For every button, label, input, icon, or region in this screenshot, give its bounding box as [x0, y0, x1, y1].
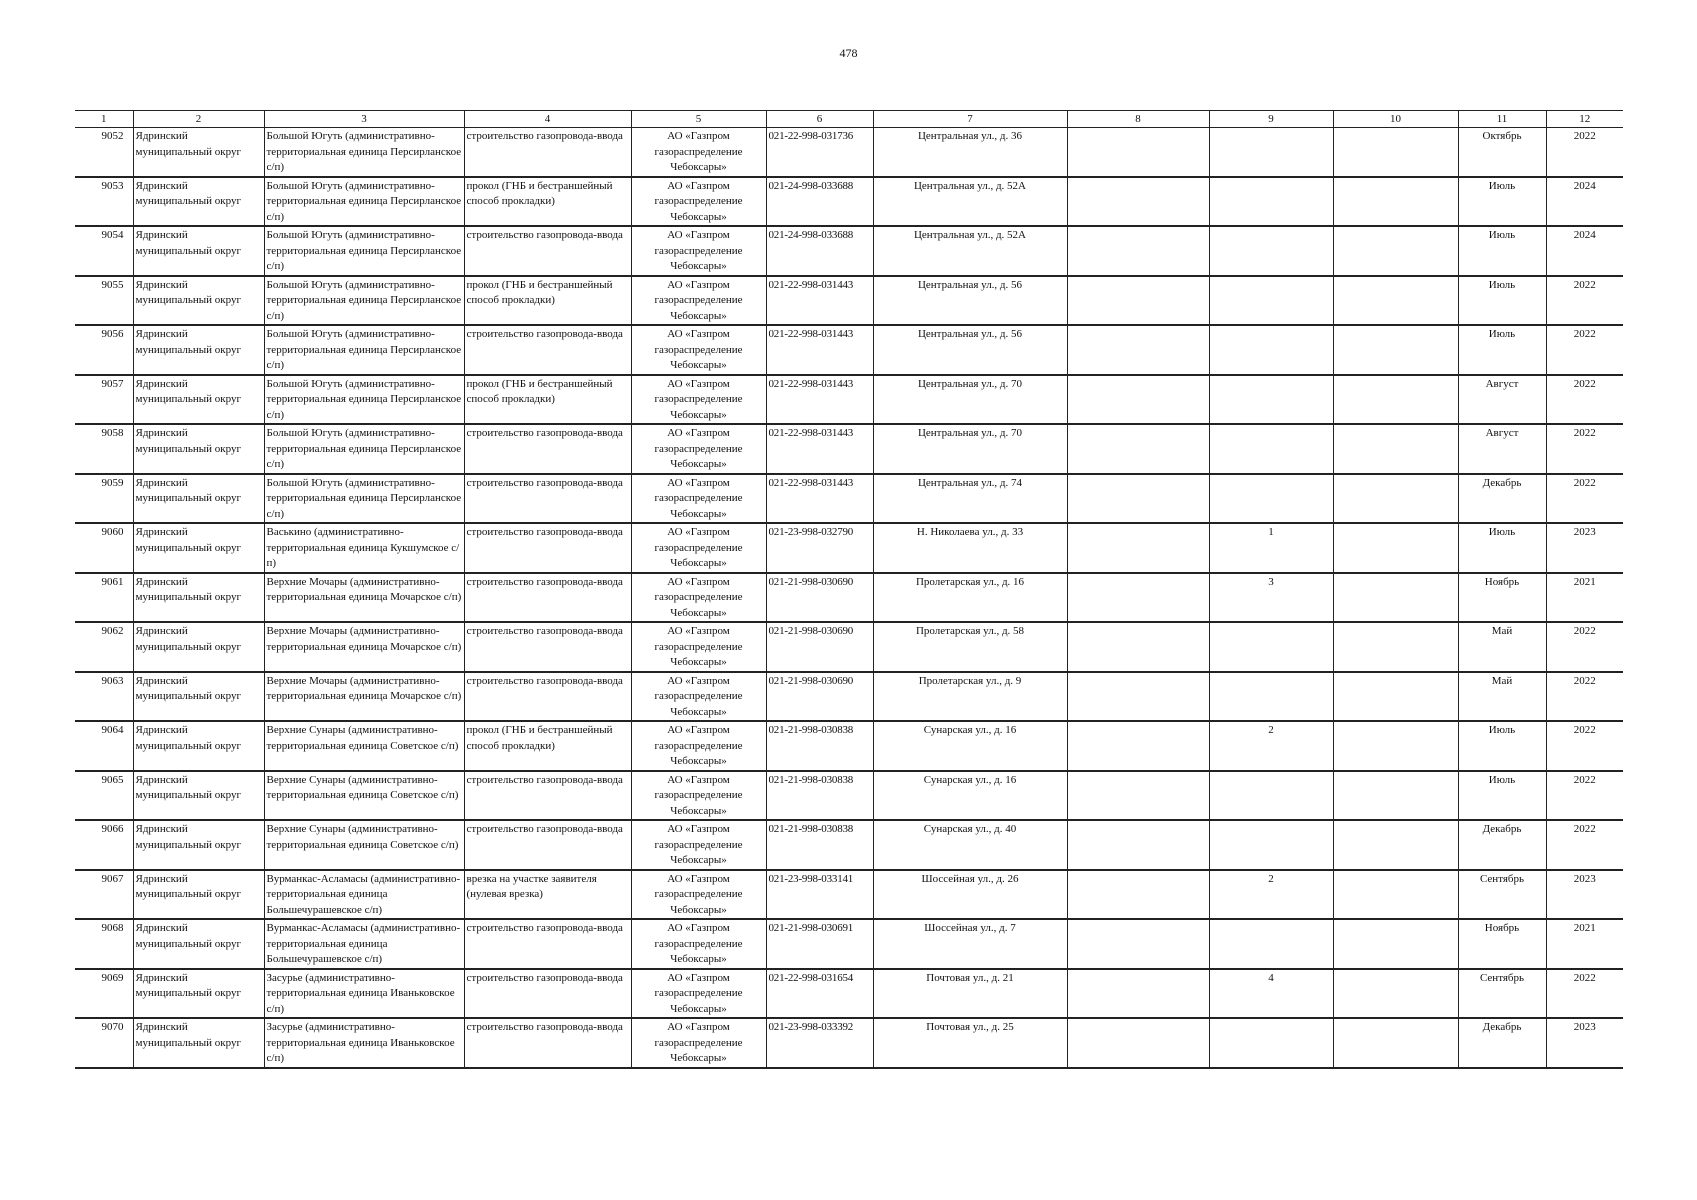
address-cell: Почтовая ул., д. 21 [873, 969, 1067, 1019]
col8-cell [1067, 721, 1209, 771]
row-number-cell: 9063 [75, 672, 133, 722]
count-cell [1209, 375, 1333, 425]
count-cell [1209, 820, 1333, 870]
district-cell: Ядринский муниципальный округ [133, 622, 264, 672]
work-type-cell: строительство газопровода-ввода [464, 128, 631, 177]
organization-cell: АО «Газпром газораспределение Чебоксары» [631, 771, 766, 821]
column-number-row [75, 111, 1623, 128]
column-header-12: 12 [1546, 111, 1623, 128]
month-cell: Июль [1458, 771, 1546, 821]
address-cell: Сунарская ул., д. 40 [873, 820, 1067, 870]
row-number-cell: 9058 [75, 424, 133, 474]
month-cell: Июль [1458, 276, 1546, 326]
year-cell: 2022 [1546, 474, 1623, 524]
year-cell: 2022 [1546, 622, 1623, 672]
month-cell: Ноябрь [1458, 919, 1546, 969]
row-number-cell: 9052 [75, 128, 133, 177]
code-cell: 021-23-998-033392 [766, 1018, 873, 1068]
col8-cell [1067, 226, 1209, 276]
column-header-5: 5 [631, 111, 766, 128]
code-cell: 021-22-998-031736 [766, 128, 873, 177]
col10-cell [1333, 969, 1458, 1019]
locality-cell: Засурье (административно-территориальная единица Иваньковское с/п) [264, 1018, 464, 1068]
locality-cell: Верхние Сунары (административно-территориальная единица Советское с/п) [264, 820, 464, 870]
table-row [75, 1018, 1623, 1068]
district-cell: Ядринский муниципальный округ [133, 474, 264, 524]
work-type-cell: строительство газопровода-ввода [464, 424, 631, 474]
work-type-cell: строительство газопровода-ввода [464, 820, 631, 870]
address-cell: Шоссейная ул., д. 7 [873, 919, 1067, 969]
address-cell: Пролетарская ул., д. 16 [873, 573, 1067, 623]
locality-cell: Большой Югуть (административно-территориальная единица Персирланское с/п) [264, 325, 464, 375]
col10-cell [1333, 523, 1458, 573]
table-row [75, 672, 1623, 722]
col10-cell [1333, 177, 1458, 227]
table-row [75, 177, 1623, 227]
column-header-2: 2 [133, 111, 264, 128]
organization-cell: АО «Газпром газораспределение Чебоксары» [631, 919, 766, 969]
col8-cell [1067, 969, 1209, 1019]
month-cell: Август [1458, 424, 1546, 474]
locality-cell: Вурманкас-Асламасы (административно-территориальная единица Большечурашевское с/п) [264, 919, 464, 969]
work-type-cell: строительство газопровода-ввода [464, 919, 631, 969]
locality-cell: Большой Югуть (административно-территориальная единица Персирланское с/п) [264, 375, 464, 425]
address-cell: Центральная ул., д. 52А [873, 226, 1067, 276]
code-cell: 021-22-998-031443 [766, 474, 873, 524]
table-row [75, 820, 1623, 870]
locality-cell: Большой Югуть (административно-территориальная единица Персирланское с/п) [264, 177, 464, 227]
organization-cell: АО «Газпром газораспределение Чебоксары» [631, 375, 766, 425]
table-row [75, 375, 1623, 425]
organization-cell: АО «Газпром газораспределение Чебоксары» [631, 969, 766, 1019]
district-cell: Ядринский муниципальный округ [133, 375, 264, 425]
organization-cell: АО «Газпром газораспределение Чебоксары» [631, 276, 766, 326]
col10-cell [1333, 721, 1458, 771]
address-cell: Центральная ул., д. 52А [873, 177, 1067, 227]
district-cell: Ядринский муниципальный округ [133, 870, 264, 920]
count-cell: 2 [1209, 870, 1333, 920]
organization-cell: АО «Газпром газораспределение Чебоксары» [631, 721, 766, 771]
district-cell: Ядринский муниципальный округ [133, 820, 264, 870]
col10-cell [1333, 424, 1458, 474]
organization-cell: АО «Газпром газораспределение Чебоксары» [631, 226, 766, 276]
table-row [75, 226, 1623, 276]
row-number-cell: 9061 [75, 573, 133, 623]
month-cell: Декабрь [1458, 474, 1546, 524]
year-cell: 2024 [1546, 226, 1623, 276]
month-cell: Декабрь [1458, 1018, 1546, 1068]
district-cell: Ядринский муниципальный округ [133, 523, 264, 573]
table-row [75, 523, 1623, 573]
year-cell: 2022 [1546, 721, 1623, 771]
district-cell: Ядринский муниципальный округ [133, 177, 264, 227]
row-number-cell: 9070 [75, 1018, 133, 1068]
count-cell: 4 [1209, 969, 1333, 1019]
locality-cell: Вурманкас-Асламасы (административно-территориальная единица Большечурашевское с/п) [264, 870, 464, 920]
locality-cell: Верхние Сунары (административно-территориальная единица Советское с/п) [264, 771, 464, 821]
code-cell: 021-23-998-032790 [766, 523, 873, 573]
code-cell: 021-24-998-033688 [766, 226, 873, 276]
table-row [75, 128, 1623, 177]
locality-cell: Большой Югуть (административно-территориальная единица Персирланское с/п) [264, 128, 464, 177]
count-cell [1209, 325, 1333, 375]
table-row [75, 771, 1623, 821]
column-header-6: 6 [766, 111, 873, 128]
code-cell: 021-21-998-030838 [766, 721, 873, 771]
year-cell: 2021 [1546, 919, 1623, 969]
code-cell: 021-22-998-031443 [766, 276, 873, 326]
data-table [75, 110, 1623, 1069]
col8-cell [1067, 573, 1209, 623]
month-cell: Декабрь [1458, 820, 1546, 870]
row-number-cell: 9057 [75, 375, 133, 425]
column-header-3: 3 [264, 111, 464, 128]
page-number: 478 [839, 46, 858, 60]
col10-cell [1333, 1018, 1458, 1068]
count-cell [1209, 177, 1333, 227]
code-cell: 021-21-998-030838 [766, 820, 873, 870]
col8-cell [1067, 771, 1209, 821]
row-number-cell: 9056 [75, 325, 133, 375]
district-cell: Ядринский муниципальный округ [133, 325, 264, 375]
organization-cell: АО «Газпром газораспределение Чебоксары» [631, 128, 766, 177]
district-cell: Ядринский муниципальный округ [133, 672, 264, 722]
work-type-cell: строительство газопровода-ввода [464, 474, 631, 524]
month-cell: Август [1458, 375, 1546, 425]
col8-cell [1067, 870, 1209, 920]
count-cell [1209, 622, 1333, 672]
year-cell: 2022 [1546, 672, 1623, 722]
district-cell: Ядринский муниципальный округ [133, 424, 264, 474]
table-row [75, 622, 1623, 672]
code-cell: 021-23-998-033141 [766, 870, 873, 920]
year-cell: 2022 [1546, 276, 1623, 326]
work-type-cell: прокол (ГНБ и бестраншейный способ прокладки) [464, 721, 631, 771]
month-cell: Июль [1458, 226, 1546, 276]
address-cell: Центральная ул., д. 70 [873, 424, 1067, 474]
col10-cell [1333, 276, 1458, 326]
year-cell: 2022 [1546, 325, 1623, 375]
month-cell: Май [1458, 622, 1546, 672]
month-cell: Июль [1458, 325, 1546, 375]
district-cell: Ядринский муниципальный округ [133, 573, 264, 623]
organization-cell: АО «Газпром газораспределение Чебоксары» [631, 474, 766, 524]
year-cell: 2022 [1546, 375, 1623, 425]
column-header-1: 1 [75, 111, 133, 128]
address-cell: Центральная ул., д. 56 [873, 276, 1067, 326]
count-cell [1209, 919, 1333, 969]
district-cell: Ядринский муниципальный округ [133, 276, 264, 326]
work-type-cell: прокол (ГНБ и бестраншейный способ прокладки) [464, 177, 631, 227]
locality-cell: Большой Югуть (административно-территориальная единица Персирланское с/п) [264, 226, 464, 276]
row-number-cell: 9067 [75, 870, 133, 920]
district-cell: Ядринский муниципальный округ [133, 226, 264, 276]
address-cell: Центральная ул., д. 56 [873, 325, 1067, 375]
code-cell: 021-22-998-031443 [766, 375, 873, 425]
col8-cell [1067, 276, 1209, 326]
month-cell: Ноябрь [1458, 573, 1546, 623]
month-cell: Сентябрь [1458, 969, 1546, 1019]
work-type-cell: строительство газопровода-ввода [464, 622, 631, 672]
col10-cell [1333, 573, 1458, 623]
code-cell: 021-21-998-030691 [766, 919, 873, 969]
year-cell: 2023 [1546, 523, 1623, 573]
col8-cell [1067, 622, 1209, 672]
month-cell: Июль [1458, 721, 1546, 771]
work-type-cell: строительство газопровода-ввода [464, 771, 631, 821]
column-header-9: 9 [1209, 111, 1333, 128]
work-type-cell: строительство газопровода-ввода [464, 969, 631, 1019]
table-row [75, 474, 1623, 524]
year-cell: 2024 [1546, 177, 1623, 227]
district-cell: Ядринский муниципальный округ [133, 969, 264, 1019]
district-cell: Ядринский муниципальный округ [133, 919, 264, 969]
address-cell: Пролетарская ул., д. 58 [873, 622, 1067, 672]
col10-cell [1333, 128, 1458, 177]
count-cell [1209, 474, 1333, 524]
table-row [75, 721, 1623, 771]
address-cell: Н. Николаева ул., д. 33 [873, 523, 1067, 573]
table-body [75, 128, 1623, 1068]
col8-cell [1067, 474, 1209, 524]
organization-cell: АО «Газпром газораспределение Чебоксары» [631, 622, 766, 672]
col8-cell [1067, 424, 1209, 474]
col10-cell [1333, 870, 1458, 920]
count-cell [1209, 1018, 1333, 1068]
address-cell: Сунарская ул., д. 16 [873, 721, 1067, 771]
col8-cell [1067, 820, 1209, 870]
district-cell: Ядринский муниципальный округ [133, 721, 264, 771]
col8-cell [1067, 375, 1209, 425]
address-cell: Почтовая ул., д. 25 [873, 1018, 1067, 1068]
count-cell [1209, 771, 1333, 821]
work-type-cell: прокол (ГНБ и бестраншейный способ прокладки) [464, 375, 631, 425]
row-number-cell: 9055 [75, 276, 133, 326]
table-row [75, 424, 1623, 474]
year-cell: 2022 [1546, 771, 1623, 821]
organization-cell: АО «Газпром газораспределение Чебоксары» [631, 177, 766, 227]
column-header-7: 7 [873, 111, 1067, 128]
col10-cell [1333, 820, 1458, 870]
code-cell: 021-21-998-030838 [766, 771, 873, 821]
work-type-cell: строительство газопровода-ввода [464, 325, 631, 375]
row-number-cell: 9053 [75, 177, 133, 227]
row-number-cell: 9066 [75, 820, 133, 870]
col10-cell [1333, 771, 1458, 821]
locality-cell: Верхние Сунары (административно-территориальная единица Советское с/п) [264, 721, 464, 771]
locality-cell: Большой Югуть (административно-территориальная единица Персирланское с/п) [264, 474, 464, 524]
column-header-4: 4 [464, 111, 631, 128]
table-row [75, 573, 1623, 623]
row-number-cell: 9068 [75, 919, 133, 969]
organization-cell: АО «Газпром газораспределение Чебоксары» [631, 523, 766, 573]
count-cell [1209, 128, 1333, 177]
year-cell: 2022 [1546, 128, 1623, 177]
code-cell: 021-21-998-030690 [766, 622, 873, 672]
month-cell: Октябрь [1458, 128, 1546, 177]
organization-cell: АО «Газпром газораспределение Чебоксары» [631, 672, 766, 722]
col10-cell [1333, 622, 1458, 672]
row-number-cell: 9065 [75, 771, 133, 821]
address-cell: Центральная ул., д. 36 [873, 128, 1067, 177]
district-cell: Ядринский муниципальный округ [133, 771, 264, 821]
col10-cell [1333, 226, 1458, 276]
count-cell [1209, 226, 1333, 276]
month-cell: Май [1458, 672, 1546, 722]
col8-cell [1067, 919, 1209, 969]
organization-cell: АО «Газпром газораспределение Чебоксары» [631, 325, 766, 375]
year-cell: 2022 [1546, 969, 1623, 1019]
col10-cell [1333, 919, 1458, 969]
table-row [75, 870, 1623, 920]
address-cell: Шоссейная ул., д. 26 [873, 870, 1067, 920]
col8-cell [1067, 1018, 1209, 1068]
col8-cell [1067, 325, 1209, 375]
row-number-cell: 9059 [75, 474, 133, 524]
col8-cell [1067, 128, 1209, 177]
district-cell: Ядринский муниципальный округ [133, 128, 264, 177]
count-cell [1209, 276, 1333, 326]
work-type-cell: строительство газопровода-ввода [464, 523, 631, 573]
organization-cell: АО «Газпром газораспределение Чебоксары» [631, 870, 766, 920]
year-cell: 2023 [1546, 870, 1623, 920]
organization-cell: АО «Газпром газораспределение Чебоксары» [631, 820, 766, 870]
row-number-cell: 9060 [75, 523, 133, 573]
column-header-11: 11 [1458, 111, 1546, 128]
code-cell: 021-22-998-031443 [766, 325, 873, 375]
table-row [75, 969, 1623, 1019]
count-cell: 2 [1209, 721, 1333, 771]
code-cell: 021-22-998-031443 [766, 424, 873, 474]
code-cell: 021-21-998-030690 [766, 573, 873, 623]
row-number-cell: 9054 [75, 226, 133, 276]
year-cell: 2022 [1546, 424, 1623, 474]
locality-cell: Верхние Мочары (административно-территориальная единица Мочарское с/п) [264, 622, 464, 672]
col8-cell [1067, 672, 1209, 722]
year-cell: 2023 [1546, 1018, 1623, 1068]
organization-cell: АО «Газпром газораспределение Чебоксары» [631, 424, 766, 474]
count-cell [1209, 672, 1333, 722]
table-row [75, 276, 1623, 326]
code-cell: 021-22-998-031654 [766, 969, 873, 1019]
row-number-cell: 9064 [75, 721, 133, 771]
work-type-cell: строительство газопровода-ввода [464, 573, 631, 623]
col10-cell [1333, 375, 1458, 425]
month-cell: Июль [1458, 523, 1546, 573]
col10-cell [1333, 325, 1458, 375]
code-cell: 021-21-998-030690 [766, 672, 873, 722]
organization-cell: АО «Газпром газораспределение Чебоксары» [631, 1018, 766, 1068]
col8-cell [1067, 523, 1209, 573]
row-number-cell: 9062 [75, 622, 133, 672]
locality-cell: Верхние Мочары (административно-территориальная единица Мочарское с/п) [264, 672, 464, 722]
locality-cell: Большой Югуть (административно-территориальная единица Персирланское с/п) [264, 276, 464, 326]
work-type-cell: врезка на участке заявителя (нулевая врезка) [464, 870, 631, 920]
work-type-cell: прокол (ГНБ и бестраншейный способ прокладки) [464, 276, 631, 326]
organization-cell: АО «Газпром газораспределение Чебоксары» [631, 573, 766, 623]
work-type-cell: строительство газопровода-ввода [464, 672, 631, 722]
code-cell: 021-24-998-033688 [766, 177, 873, 227]
locality-cell: Верхние Мочары (административно-территориальная единица Мочарское с/п) [264, 573, 464, 623]
count-cell: 3 [1209, 573, 1333, 623]
month-cell: Сентябрь [1458, 870, 1546, 920]
district-cell: Ядринский муниципальный округ [133, 1018, 264, 1068]
address-cell: Сунарская ул., д. 16 [873, 771, 1067, 821]
table-row [75, 325, 1623, 375]
address-cell: Пролетарская ул., д. 9 [873, 672, 1067, 722]
work-type-cell: строительство газопровода-ввода [464, 226, 631, 276]
col8-cell [1067, 177, 1209, 227]
column-header-10: 10 [1333, 111, 1458, 128]
address-cell: Центральная ул., д. 74 [873, 474, 1067, 524]
address-cell: Центральная ул., д. 70 [873, 375, 1067, 425]
year-cell: 2022 [1546, 820, 1623, 870]
locality-cell: Васькино (административно-территориальная единица Кукшумское с/п) [264, 523, 464, 573]
col10-cell [1333, 672, 1458, 722]
locality-cell: Большой Югуть (административно-территориальная единица Персирланское с/п) [264, 424, 464, 474]
col10-cell [1333, 474, 1458, 524]
row-number-cell: 9069 [75, 969, 133, 1019]
count-cell [1209, 424, 1333, 474]
work-type-cell: строительство газопровода-ввода [464, 1018, 631, 1068]
locality-cell: Засурье (административно-территориальная единица Иваньковское с/п) [264, 969, 464, 1019]
count-cell: 1 [1209, 523, 1333, 573]
table-row [75, 919, 1623, 969]
month-cell: Июль [1458, 177, 1546, 227]
year-cell: 2021 [1546, 573, 1623, 623]
column-header-8: 8 [1067, 111, 1209, 128]
